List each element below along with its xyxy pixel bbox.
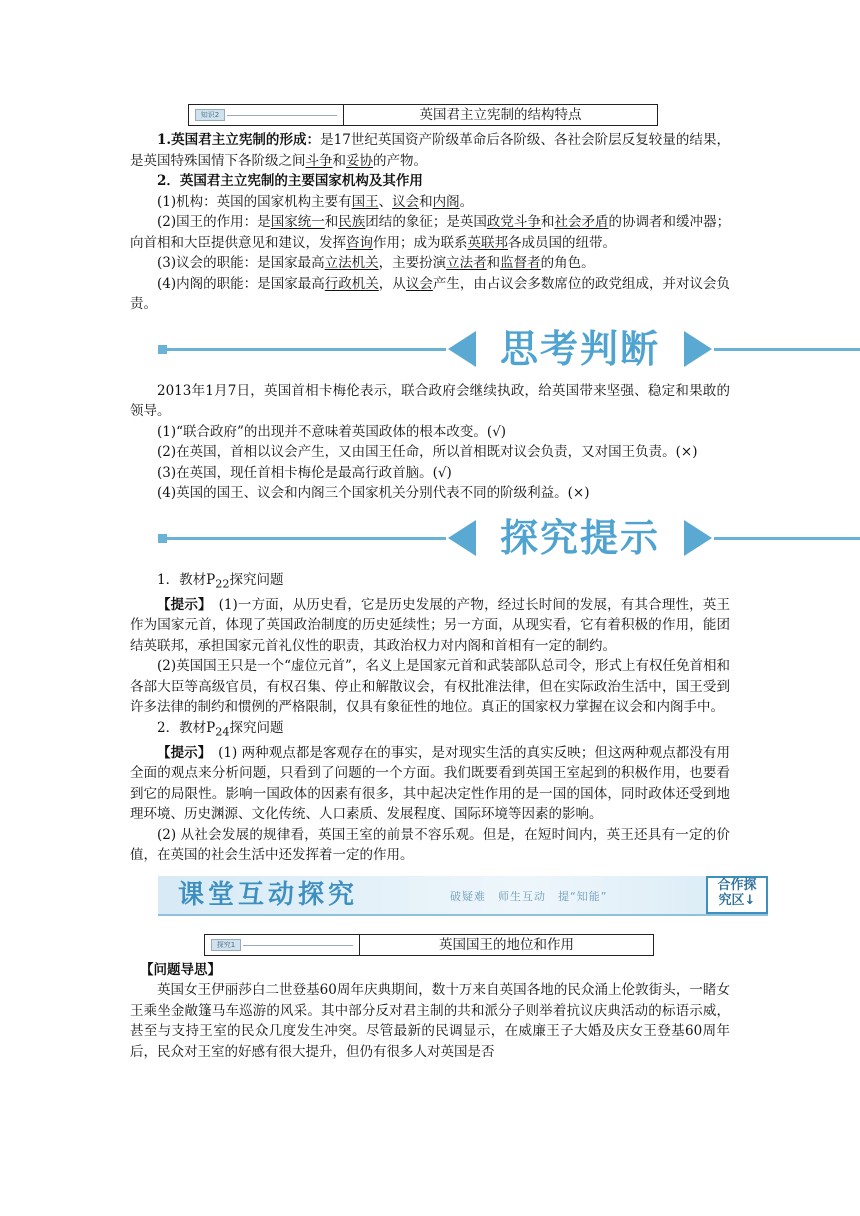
- text: (1)机构：英国的国家机构主要有: [157, 193, 352, 210]
- tip-label: 【提示】: [157, 744, 205, 761]
- text: 和: [540, 214, 555, 230]
- banner-dot: [158, 345, 167, 354]
- answer-blank: 行政机关: [324, 275, 379, 292]
- banner-rule-right: [714, 537, 860, 540]
- answer-blank: 咨询: [346, 234, 373, 251]
- answer-blank: 立法机关: [324, 255, 379, 271]
- text: ，主要扮演: [378, 255, 447, 271]
- judge-item: (1)“联合政府”的出现并不意味着英国政体的根本改变。(√): [157, 423, 507, 440]
- text: 各成员国的纽带。: [508, 234, 616, 251]
- text: 和: [486, 255, 501, 271]
- classroom-section-banner: [158, 876, 768, 916]
- explore-question-2: [130, 718, 730, 743]
- tip-label: 【提示】: [157, 596, 205, 613]
- text: 的角色。: [540, 255, 595, 271]
- think-judge-banner: [158, 325, 860, 373]
- paragraph-formation: [130, 130, 730, 171]
- answer-blank: 议会: [392, 193, 420, 210]
- answer-blank: 民族: [338, 214, 366, 230]
- explore-answer: (2)英国国王只是一个“虚位元首”，名义上是国家元首和武装部队总司令，形式上有权任免首相和各部大臣等高级官员，有权召集、停止和解散议会，有权批准法律，但在实际政治生活中，国王受到许多法律的制约和惯例的严格限制，仅具有象征性的地位。真正的国家权力掌握在议会和内阁手中。: [130, 658, 730, 716]
- text: 探究问题: [229, 719, 284, 736]
- inquiry-tag-chip: 探究1: [211, 939, 241, 951]
- knowledge-tag-chip: 知识2: [195, 109, 225, 121]
- banner-rule-left: [167, 537, 446, 540]
- answer-blank: 国王: [351, 193, 379, 210]
- answer-blank: 国家统一: [270, 214, 325, 230]
- answer-blank: 内阁: [432, 193, 460, 210]
- banner-dot: [158, 534, 167, 543]
- banner-arrow-right-icon: [684, 520, 712, 556]
- judge-item: (4)英国的国王、议会和内阁三个国家机关分别代表不同的阶级利益。(×): [157, 485, 590, 501]
- paragraph-parliament: [130, 253, 730, 274]
- judge-item: (3)在英国，现任首相卡梅伦是最高行政首脑。(√): [157, 464, 452, 481]
- inquiry-header: [204, 934, 654, 956]
- page-subscript: 24: [215, 725, 230, 739]
- banner-arrow-left-icon: [448, 520, 476, 556]
- paragraph-cabinet: [130, 274, 730, 315]
- document-page: [130, 100, 757, 1062]
- badge-line: 究区↓: [718, 892, 756, 908]
- explore-question-1: [130, 570, 730, 595]
- answer-blank: 英联邦: [467, 234, 508, 251]
- text: (4)内阁的职能：是国家最高: [157, 275, 325, 292]
- text: 团结的象征；是英国: [365, 214, 487, 230]
- text: (3)议会的职能：是国家最高: [157, 255, 325, 271]
- text: 是17世纪英国资产阶级革命后各阶级、各社会阶层反复较量的结果，是英国特殊国情下各阶级之间: [130, 132, 731, 169]
- text: 作用；成为联系: [373, 234, 468, 251]
- answer-blank: 政党斗争: [486, 214, 541, 230]
- knowledge-tag: [189, 105, 344, 125]
- explore-answer: [130, 595, 730, 657]
- explore-answer: [130, 743, 730, 825]
- text: 产生，由占议会多数席位的政党组成，并对议会负责。: [130, 275, 731, 312]
- banner-label: 思考判断: [499, 326, 660, 371]
- answer-blank: 社会矛盾: [554, 214, 609, 230]
- text: 和: [332, 152, 346, 169]
- knowledge-title: 英国君主立宪制的结构特点: [419, 107, 582, 123]
- section-title: 课堂互动探究: [178, 879, 359, 910]
- text: (2)国王的作用：是: [157, 214, 271, 230]
- paragraph-institutions-heading: 2．英国君主立宪制的主要国家机构及其作用: [157, 173, 423, 189]
- guide-label: 【问题导思】: [140, 961, 221, 978]
- text: 1．教材P: [157, 571, 216, 588]
- tag-line: [243, 945, 353, 946]
- explore-answer: (2) 从社会发展的规律看，英国王室的前景不容乐观。但是，在短时间内，英王还具有一定的价值，在英国的社会生活中还发挥着一定的作用。: [130, 826, 730, 864]
- text: ，从: [378, 275, 406, 292]
- text: 的协调者和缓冲器；向首相和大臣提供意见和建议，发挥: [130, 214, 731, 251]
- banner-rule-left: [167, 348, 446, 351]
- answer-blank: 妥协: [346, 152, 373, 169]
- guide-text: 英国女王伊丽莎白二世登基60周年庆典期间，数十万来自英国各地的民众涌上伦敦街头，一睹女王乘坐金敞篷马车巡游的风采。其中部分反对君主制的共和派分子则举着抗议庆典活动的标语示威，甚至与支持王室的民众几度发生冲突。尽管最新的民调显示，在威廉王子大婚及庆女王登基60周年后，民众对王室的好感有很大提升，但仍有很多人对英国是否: [130, 982, 730, 1060]
- text: 和: [419, 193, 433, 210]
- text: (1) 两种观点都是客观存在的事实，是对现实生活的真实反映；但这两种观点都没有用全面的观点来分析问题，只看到了问题的一个方面。我们既要看到英国王室起到的积极作用，也要看到它的局限性。影响一国政体的因素有很多，其中起决定性作用的是一国的国体，同时政体还受到地理环境、历史渊源、文化传统、人口素质、发展程度、国际环境等因素的影响。: [130, 744, 731, 823]
- formation-lead: 1.英国君主立宪制的形成：: [157, 132, 321, 148]
- text: 。: [459, 193, 474, 210]
- text: 的产物。: [373, 152, 427, 169]
- text: (1)一方面，从历史看，它是历史发展的产物，经过长时间的发展，有其合理性，英王作为国家元首，体现了英国政治制度的历史延续性；另一方面，从现实看，它有着积极的作用，能团结英联邦，承担国家元首礼仪性的职责，其政治权力对内阁和首相有一定的制约。: [130, 596, 731, 654]
- text: 探究问题: [229, 571, 284, 588]
- answer-blank: 斗争: [305, 152, 333, 169]
- paragraph-king-role: [130, 212, 730, 253]
- banner-rule-right: [714, 348, 860, 351]
- answer-blank: 立法者: [446, 255, 487, 271]
- judge-intro: 2013年1月7日，英国首相卡梅伦表示，联合政府会继续执政，给英国带来坚强、稳定和果敢的领导。: [130, 382, 730, 419]
- banner-arrow-right-icon: [684, 331, 712, 367]
- tag-line: [227, 115, 337, 116]
- badge-line: 合作探: [717, 877, 757, 893]
- answer-blank: 监督者: [500, 255, 541, 271]
- text: 和: [324, 214, 339, 230]
- banner-arrow-left-icon: [448, 331, 476, 367]
- section-badge: [706, 876, 768, 914]
- paragraph-institutions: [130, 192, 730, 213]
- knowledge-point-header: [188, 104, 658, 126]
- section-motto: 破疑难 师生互动 提“知能”: [450, 889, 608, 903]
- judge-item: (2)在英国，首相以议会产生，又由国王任命，所以首相既对议会负责，又对国王负责。(×): [157, 444, 698, 460]
- text: 2．教材P: [157, 719, 216, 736]
- answer-blank: 议会: [405, 275, 433, 292]
- banner-label: 探究提示: [499, 515, 660, 560]
- text: 、: [378, 193, 393, 210]
- inquiry-tag: [205, 935, 360, 955]
- explore-tips-banner: [158, 514, 860, 562]
- page-subscript: 22: [215, 577, 230, 591]
- inquiry-title: 英国国王的地位和作用: [439, 936, 574, 953]
